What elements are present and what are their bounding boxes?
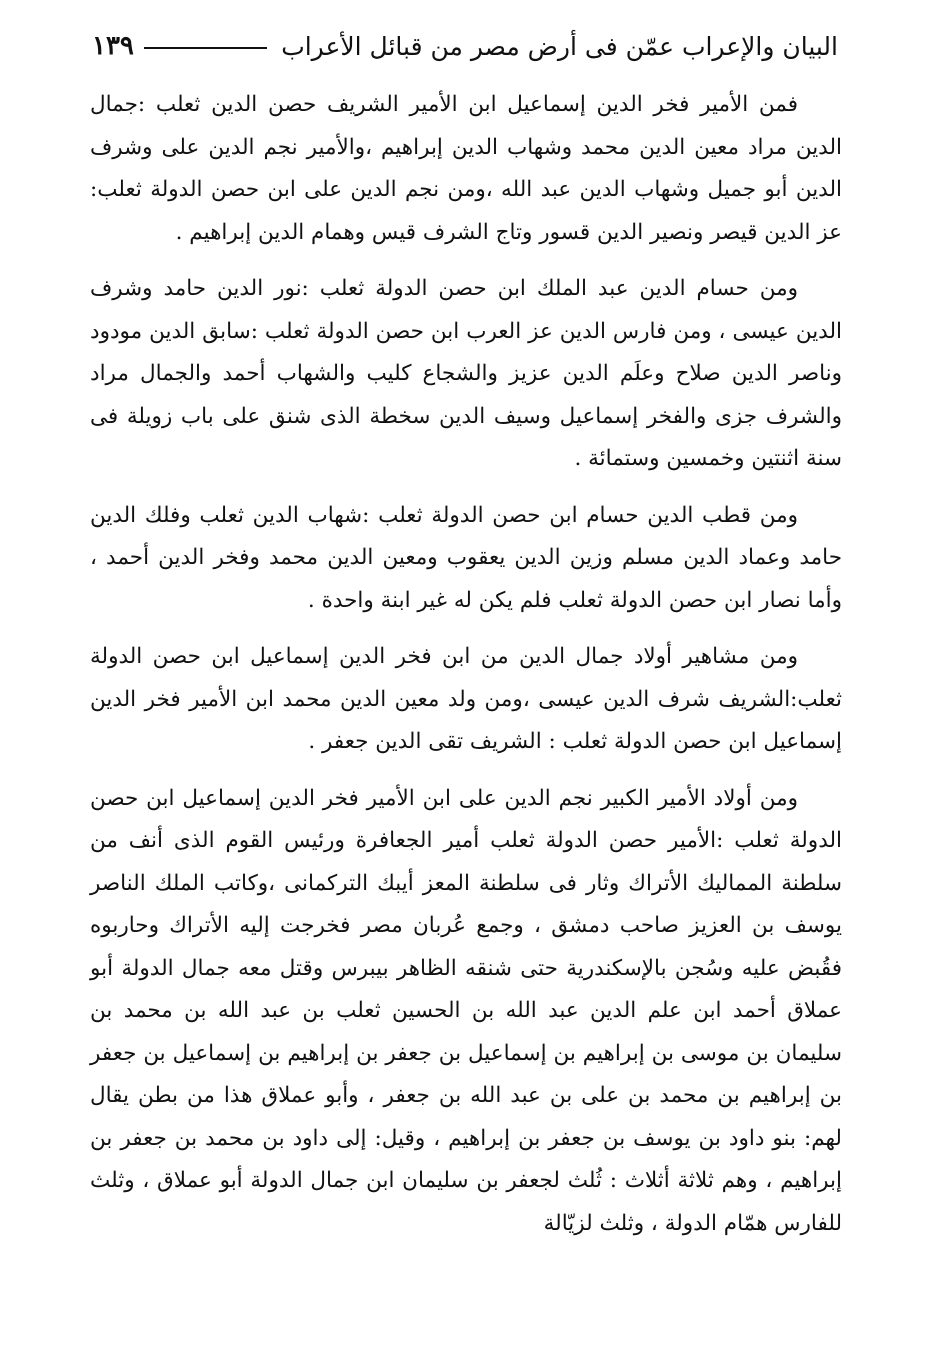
paragraph-4: ومن مشاهير أولاد جمال الدين من ابن فخر الدين إسماعيل ابن حصن الدولة ثعلب:الشريف شرف الدين عيسى ،ومن ولد معين الدين محمد ابن الأمير فخر الدين إسماعيل ابن حصن الدولة ثعلب : الشريف تقى الدين جعفر . <box>90 644 842 754</box>
paragraph-5: ومن أولاد الأمير الكبير نجم الدين على ابن الأمير فخر الدين إسماعيل ابن حصن الدولة ثعلب :الأمير حصن الدولة ثعلب أمير الجعافرة ورئيس القوم الذى أنف من سلطنة المماليك الأتراك وثار فى سلطنة المعز أيبك التركمانى ،وكاتب الملك الناصر يوسف بن العزيز صاحب دمشق ، وجمع عُربان مصر فخرجت إليه الأتراك وحاربوه فقُبض عليه وسُجن بالإسكندرية حتى شنقه الظاهر بيبرس وقتل معه جمال الدولة أبو عملاق أحمد ابن علم الدين عبد الله بن الحسين ثعلب بن عبد الله بن محمد بن سليمان بن موسى بن إبراهيم بن إسماعيل بن جعفر بن إبراهيم بن إسماعيل بن جعفر بن إبراهيم بن محمد بن على بن عبد الله بن جعفر ، وأبو عملاق هذا من بطن يقال لهم: بنو داود بن يوسف بن جعفر بن إبراهيم ، وقيل: إلى داود بن محمد بن جعفر بن إبراهيم ، وهم ثلاثة أثلاث : ثُلث لجعفر بن سليمان ابن جمال الدولة أبو عملاق ، وثلث للفارس همّام الدولة ، وثلث لزيّالة <box>90 785 842 1236</box>
running-header <box>92 26 838 66</box>
header-rule <box>144 47 267 49</box>
page-number: ١٣٩ <box>92 31 134 61</box>
paragraph-1: فمن الأمير فخر الدين إسماعيل ابن الأمير الشريف حصن الدين ثعلب :جمال الدين مراد معين الدين محمد وشهاب الدين إبراهيم ،والأمير نجم الدين على وشرف الدين أبو جميل وشهاب الدين عبد الله ،ومن نجم الدين على ابن حصن الدولة ثعلب: عز الدين قيصر ونصير الدين قسور وتاج الشرف قيس وهمام الدين إبراهيم . <box>90 92 842 245</box>
page-body <box>90 84 842 1259</box>
paragraph-2: ومن حسام الدين عبد الملك ابن حصن الدولة ثعلب :نور الدين حامد وشرف الدين عيسى ، ومن فارس الدين عز العرب ابن حصن الدولة ثعلب :سابق الدين مودود وناصر الدين صلاح وعلَم الدين عزيز والشجاع كليب والشهاب أحمد والجمال مراد والشرف جزى والفخر إسماعيل وسيف الدين سخطة الذى شنق على باب زويلة فى سنة اثنتين وخمسين وستمائة . <box>90 276 842 471</box>
header-title: البيان والإعراب عمّن فى أرض مصر من قبائل الأعراب <box>281 31 838 61</box>
paragraph-3: ومن قطب الدين حسام ابن حصن الدولة ثعلب :شهاب الدين ثعلب وفلك الدين حامد وعماد الدين مسلم وزين الدين يعقوب ومعين الدين محمد وفخر الدين أحمد ، وأما نصار ابن حصن الدولة ثعلب فلم يكن له غير ابنة واحدة . <box>90 502 842 613</box>
